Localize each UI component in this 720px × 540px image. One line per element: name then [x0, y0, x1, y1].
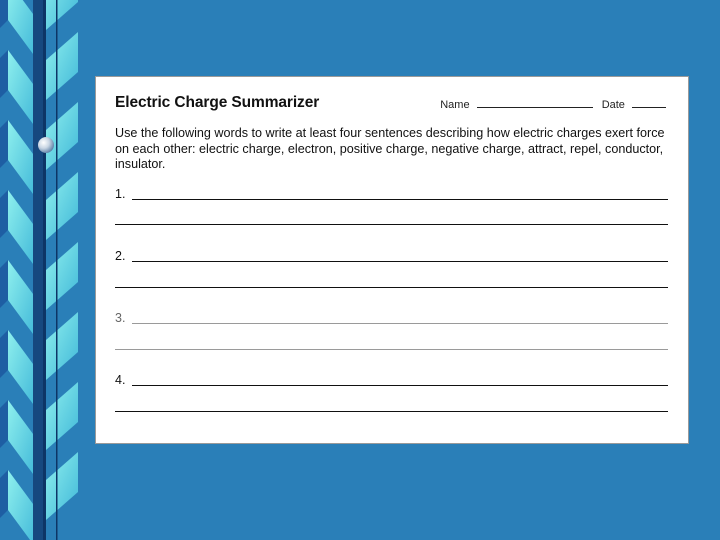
answer-rule: [132, 385, 668, 386]
ribbon-shadow: [0, 400, 8, 448]
answer-continuation-line-3[interactable]: [115, 349, 668, 350]
question-number: 3.: [115, 311, 126, 325]
ribbon-shadow: [0, 50, 8, 98]
ribbon-shadow: [0, 190, 8, 238]
answer-continuation-line-1[interactable]: [115, 224, 668, 225]
ribbon-shadow: [0, 330, 8, 378]
ribbon-segment: [46, 32, 78, 100]
ribbon-shadow: [0, 260, 8, 308]
question-number: 1.: [115, 187, 126, 201]
decorative-ribbon-border: [0, 0, 80, 540]
ribbon-segment: [46, 102, 78, 170]
ribbon-segment: [46, 312, 78, 380]
answer-rule: [132, 261, 668, 262]
answer-rule: [132, 323, 668, 324]
answer-continuation-line-4[interactable]: [115, 411, 668, 412]
answer-continuation-line-2[interactable]: [115, 287, 668, 288]
answer-line-4[interactable]: [115, 373, 668, 389]
ribbon-segment: [8, 470, 36, 540]
ribbon-shadow: [0, 0, 8, 28]
date-input-line[interactable]: [632, 98, 666, 108]
bullet-bead-icon: [38, 137, 54, 153]
question-number: 2.: [115, 249, 126, 263]
ribbon-segment: [46, 0, 78, 30]
instructions: Use the following words to write at least four sentences describing how electric charges exert force on each other: electric charge, electron, positive charge, negative charge, attract, repel, conductor, insulator.: [115, 126, 665, 171]
ribbon-segment: [8, 120, 36, 198]
date-label: Date: [601, 99, 625, 111]
question-number: 4.: [115, 373, 126, 387]
ribbon-segment: [8, 50, 36, 128]
ribbon-segment: [46, 172, 78, 240]
answer-line-3[interactable]: [115, 311, 668, 327]
name-label: Name: [440, 99, 470, 111]
answer-line-2[interactable]: [115, 249, 668, 265]
ribbon-segment: [46, 382, 78, 450]
ribbon-segment: [8, 260, 36, 338]
ribbon-segment: [46, 452, 78, 520]
name-input-line[interactable]: [477, 98, 593, 108]
ribbon-shadow: [0, 470, 8, 518]
ribbon-shadow: [0, 120, 8, 168]
ribbon-segment: [8, 400, 36, 478]
answer-line-1[interactable]: [115, 187, 668, 203]
name-date-fields: [440, 98, 666, 111]
ribbon-segment: [8, 190, 36, 268]
ribbon-segment: [8, 0, 36, 58]
ribbon-segment: [46, 242, 78, 310]
answer-rule: [132, 199, 668, 200]
worksheet: [95, 76, 689, 444]
ribbon-segment: [8, 330, 36, 408]
worksheet-title: Electric Charge Summarizer: [115, 94, 320, 111]
